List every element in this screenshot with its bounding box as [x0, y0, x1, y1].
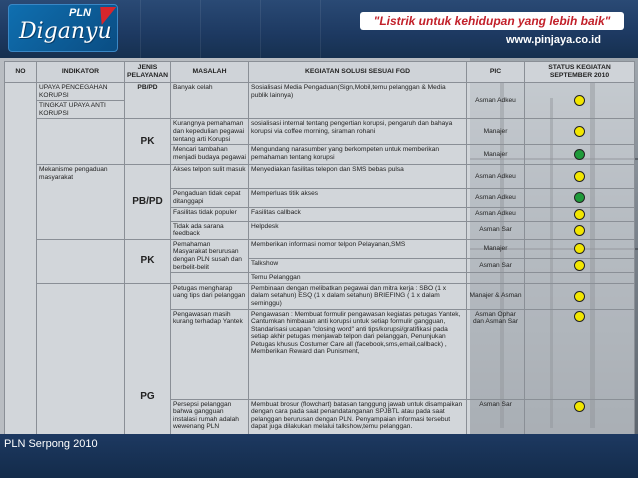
status-dot: [574, 225, 585, 236]
indicator-cell: [37, 239, 125, 283]
pic-cell: Asman Sar: [467, 399, 525, 434]
pic-cell: Asman Ophar dan Asman Sar: [467, 309, 525, 399]
masalah-cell: Persepsi pelanggan bahwa gangguan instalasi rumah adalah wewenang PLN: [171, 399, 249, 434]
footer-bar: [0, 434, 638, 478]
banner-grid: [200, 0, 201, 58]
status-cell: [525, 165, 635, 189]
status-cell: [525, 273, 635, 284]
col-indicator: INDIKATOR: [37, 62, 125, 83]
table-row: [5, 165, 635, 189]
masalah-cell: Kurangnya pemahaman dan kepedulian pegawai tentang arti Korupsi: [171, 119, 249, 145]
status-dot: [574, 260, 585, 271]
solusi-cell: sosialisasi internal tentang pengertian korupsi, pengaruh dan bahaya korupsi via coffee morning, siraman rohani: [249, 119, 467, 145]
status-cell: [525, 399, 635, 434]
table-row: [5, 83, 635, 101]
status-cell: [525, 258, 635, 273]
indicator-cell: UPAYA PENCEGAHAN KORUPSI: [37, 83, 125, 101]
status-cell: [525, 145, 635, 165]
indicator-cell: TINGKAT UPAYA ANTI KORUPSI: [37, 101, 125, 119]
status-cell: [525, 119, 635, 145]
solusi-cell: Memberikan informasi nomor telpon Pelayanan,SMS: [249, 239, 467, 258]
footer-location: PLN Serpong 2010: [4, 438, 98, 450]
status-dot: [574, 401, 585, 412]
status-dot: [574, 95, 585, 106]
banner-grid: [140, 0, 141, 58]
pic-cell: Asman Sar: [467, 221, 525, 239]
pic-cell: Asman Adkeu: [467, 189, 525, 207]
masalah-cell: Tidak ada sarana feedback: [171, 221, 249, 239]
indicator-cell: [37, 119, 125, 165]
pic-cell: Manajer & Asman: [467, 283, 525, 309]
status-dot: [574, 243, 585, 254]
no-cell: [5, 83, 37, 435]
status-dot: [574, 126, 585, 137]
solusi-cell: Helpdesk: [249, 221, 467, 239]
pic-cell: Asman Adkeu: [467, 165, 525, 189]
pic-cell: Manajer: [467, 239, 525, 258]
solusi-cell: Menyediakan fasilitas telepon dan SMS bebas pulsa: [249, 165, 467, 189]
solusi-cell: Talkshow: [249, 258, 467, 273]
website-link[interactable]: www.pinjaya.co.id: [506, 34, 601, 46]
status-cell: [525, 189, 635, 207]
col-solusi: KEGIATAN SOLUSI SESUAI FGD: [249, 62, 467, 83]
masalah-cell: Fasilitas tidak populer: [171, 207, 249, 221]
col-no: NO: [5, 62, 37, 83]
action-table: [4, 61, 635, 434]
logo-pln: PLN: [69, 7, 91, 19]
masalah-cell: Pengawasan masih kurang terhadap Yantek: [171, 309, 249, 399]
header-banner: [0, 0, 638, 58]
col-status: STATUS KEGIATAN SEPTEMBER 2010: [525, 62, 635, 83]
pic-cell: Manajer: [467, 145, 525, 165]
table-row: [5, 239, 635, 258]
masalah-cell: Banyak celah: [171, 83, 249, 119]
solusi-cell: Membuat brosur (flowchart) batasan tanggung jawab untuk disampaikan dengan cara pada saat penandatanganan SPJBTL atau pada saat pelanggan berurusan dengan PLN. Penyampaian informasi tersebut dapat juga dilakukan melalui talkshow,temu pelanggan.: [249, 399, 467, 434]
status-dot: [574, 171, 585, 182]
jenis-cell: PK: [125, 239, 171, 283]
jenis-cell: PG: [125, 283, 171, 434]
status-dot: [574, 192, 585, 203]
lightning-icon: [94, 7, 117, 25]
status-cell: [525, 221, 635, 239]
jenis-cell: PB/PD: [125, 165, 171, 239]
banner-grid: [320, 0, 321, 58]
jenis-cell: PB/PD: [125, 83, 171, 119]
status-dot: [574, 311, 585, 322]
masalah-cell: Pemahaman Masyarakat berurusan dengan PLN susah dan berbelit-belit: [171, 239, 249, 272]
status-dot: [574, 209, 585, 220]
solusi-cell: Memperluas titik akses: [249, 189, 467, 207]
solusi-cell: Fasilitas callback: [249, 207, 467, 221]
masalah-cell: Akses telpon sulit masuk: [171, 165, 249, 189]
pic-cell: Asman Adkeu: [467, 207, 525, 221]
masalah-cell: Pengaduan tidak cepat ditanggapi: [171, 189, 249, 207]
solusi-cell: Mengundang narasumber yang berkompeten untuk memberikan pemahaman tentang korupsi: [249, 145, 467, 165]
solusi-cell: Temu Pelanggan: [249, 273, 467, 284]
slide-content: [0, 58, 638, 434]
status-cell: [525, 207, 635, 221]
slogan-text: "Listrik untuk kehidupan yang lebih baik": [360, 12, 624, 30]
table-header-row: [5, 62, 635, 83]
solusi-cell: Sosialisasi Media Pengaduan(Sign,Mobil,temu pelanggan & Media publik lainnya): [249, 83, 467, 119]
col-masalah: MASALAH: [171, 62, 249, 83]
status-dot: [574, 149, 585, 160]
solusi-cell: Pengawasan : Membuat formulir pengawasan kegiatas petugas Yantek, Cantumkan himbauan anti korupsi untuk setiap formulir gangguan, Standarisasi ucapan "closing word" anti tips/korupsi/gratifikasi pada setiap akhir petugas menjawab telpon dari pelanggan, Penunjukan Petugas khusus Costumer Care all (facebook,sms,email,callback) , Memberikan Reward dan Punisment,: [249, 309, 467, 399]
status-cell: [525, 309, 635, 399]
pic-cell: Manajer: [467, 119, 525, 145]
indicator-cell: Mekanisme pengaduan masyarakat: [37, 165, 125, 239]
indicator-cell: [37, 283, 125, 434]
masalah-cell: [171, 273, 249, 284]
pic-cell: Asman Sar: [467, 258, 525, 273]
status-cell: [525, 83, 635, 119]
masalah-cell: Petugas mengharap uang tips dari pelanggan: [171, 283, 249, 309]
status-cell: [525, 239, 635, 258]
jenis-cell: PK: [125, 119, 171, 165]
banner-grid: [260, 0, 261, 58]
masalah-cell: Mencari tambahan menjadi budaya pegawai: [171, 145, 249, 165]
logo-text: Diganyu: [19, 19, 112, 44]
status-dot: [574, 291, 585, 302]
solusi-cell: Pembinaan dengan melibatkan pegawai dan mitra kerja : SBO (1 x dalam setahun) ESQ (1 x dalam setahun) BRIEFING ( 1 x dalam seminggu): [249, 283, 467, 309]
status-cell: [525, 283, 635, 309]
col-jenis: JENIS PELAYANAN: [125, 62, 171, 83]
pic-cell: Asman Adkeu: [467, 83, 525, 119]
col-pic: PIC: [467, 62, 525, 83]
pic-cell: [467, 273, 525, 284]
table-row: [5, 119, 635, 145]
table-row: [5, 283, 635, 309]
pln-logo: [8, 4, 118, 52]
